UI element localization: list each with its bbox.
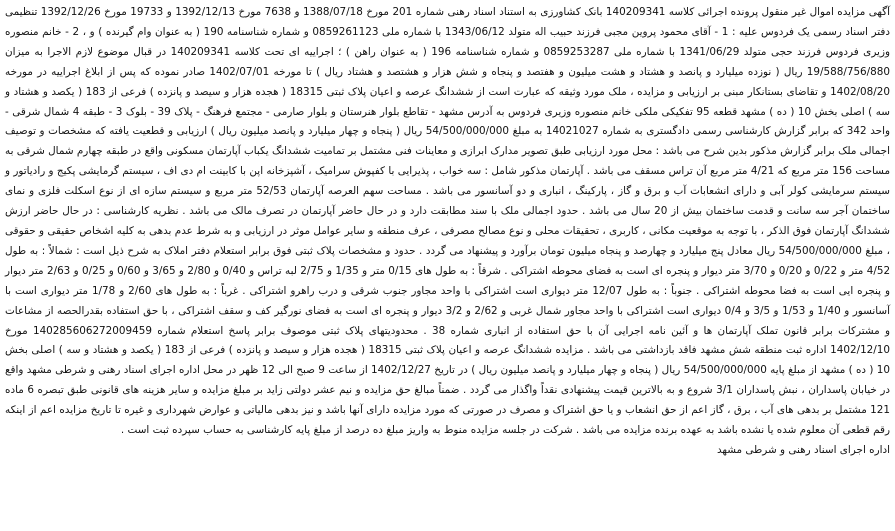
notice-signature: اداره اجرای اسناد رهنی و شرطی مشهد [716,443,890,456]
notice-body: آگهی مزایده اموال غیر منقول پرونده اجرائی کلاسه 140209341 بانک کشاورزی به استناد اسناد رهنی شماره 201 مورخ 1388/07/18 و 7638 مورخ 1392/12/13 و 19733 مورخ 1392/12/26 تنظیمی دفتر اسناد رسمی یک فردوس علیه : 1 - آقای محمود پروین مجبی فرزند حبیب اله متولد 1343/06/12 با شماره ملی 0859261123 و شماره شناسنامه 190 ( به عنوان وام گیرنده ) و ، 2 - خانم منصوره وزیری فردوس فرزند حجی متولد 1341/06/29 با شماره ملی 0859253287 و شماره شناسنامه 196 ( به عنوان راهن ) ؛ اجراییه ای تحت کلاسه 140209341 در قبال موضوع لازم الاجرا به میزان 19/588/756/880 ریال ( نوزده میلیارد و پانصد و هشتاد و هشت میلیون و هفتصد و پنجاه و شش هزار و هشتصد و هشتاد ریال ) تا مورخه 1402/07/01 صادر نموده که پس از ابلاغ اجراییه در مورخه 1402/08/20 و تقاضای بستانکار مبنی بر ارزیابی و مزایده ، ملک مورد وثیقه که عبارت است از ششدانگ عرصه و اعیان پلاک ثبتی 18315 ( هجده هزار و سیصد و پانزده ) فرعی از 183 ( یکصد و هشتاد و سه ) اصلی بخش 10 ( ده ) مشهد قطعه 95 تفکیکی ملکی خانم منصوره وزیری فردوس به آدرس مشهد - تقاطع بلوار هنرستان و بلوار صارمی - مجتمع فرهنگ - پلاک 39 - بلوک 3 - طبقه 4 شمال شرقی - واحد 342 که برابر گزارش کارشناسی رسمی دادگستری به شماره 14021027 به مبلغ 54/500/000/000 ریال ( پنجاه و چهار میلیارد و پانصد میلیون ریال ) ارزیابی و قطعیت یافته که مشخصات و توصیف اجمالی ملک برابر گزارش مذکور بدین شرح می باشد : محل مورد ارزیابی طبق تصویر مدارک ابرازی و معاینات فنی مشتمل بر تمامیت ششدانگ یکباب آپارتمان مسکونی واقع در طبقه چهارم شمال شرقی به مساحت 156 متر مربع که 4/21 متر مربع آن تراس مسقف می باشد . آپارتمان مذکور شامل : سه خواب ، پذیرایی با کفپوش سرامیک ، آشپزخانه اپن با کابینت ام دی اف ، سیستم گرمایشی پکیج و رادیاتور و سیستم سرمایشی کولر آبی و دارای انشعابات آب و برق و گاز ، پارکینگ ، انباری و دو آسانسور می باشد . مساحت سهم العرصه آپارتمان 52/53 متر مربع و سیستم سازه ای از نوع اسکلت فلزی و نمای ساختمان آجر سه سانت و قدمت ساختمان بیش از 20 سال می باشد . حدود اجمالی ملک با سند مطابقت دارد و در حال حاضر آپارتمان در تصرف مالک می باشد . نظریه کارشناسی : در حال حاضر ارزش ششدانگ آپارتمان فوق الذکر ، با توجه به موقعیت مکانی ، کاربری ، تحقیقات محلی و نوع مصالح مصرفی ، عرف منطقه و سایر عوامل موثر در ارزیابی و به شرط عدم بدهی به کلیه اشخاص حقیقی و حقوقی ، مبلغ 54/500/000/000 ریال معادل پنج میلیارد و چهارصد و پنجاه میلیون تومان برآورد و پیشنهاد می گردد . حدود و مشخصات پلاک ثبتی فوق برابر استعلام دفتر املاک به شرح ذیل است : شمالاً : به طول 4/52 متر و 0/22 و 0/20 و 3/70 متر دیوار و پنجره ای است به فضای محوطه اشتراکی . شرقاً : به طول های 0/15 متر و 1/35 و 2/75 لبه تراس و 0/40 و 2/80 و 3/65 و 0/60 و 0/25 و 2/63 متر دیوار و پنجره ایی است به فضا محوطه اشتراکی . جنوباً : به طول 12/07 متر دیواری است اشتراکی با واحد مجاور جنوب شرقی و درب راهرو اشتراکی . غرباً : به طول های 2/60 و 1/78 متر دیواری است با آسانسور و 1/40 و 1/53 و 3/5 و 0/4 دیواری است اشتراکی با واحد مجاور شمال غربی و 2/62 و 3/2 دیوار و پنجره ای است به فضای نورگیر کف و سقف اشتراکی ، با حق استفاده بقدرالحصه از مشاعات و مشترکات برابر قانون تملک آپارتمان ها و آئین نامه اجرایی آن با حق استفاده از انباری شماره 38 . محدودیتهای پلاک ثبتی موصوف برابر پاسخ استعلام شماره 140285606272009459 مورخ 1402/12/10 اداره ثبت منطقه شش مشهد فاقد بازداشتی می باشد . مزایده ششدانگ عرصه و اعیان پلاک ثبتی 18315 ( هجده هزار و سیصد و پانزده ) فرعی از 183 ( یکصد و هشتاد و سه ) اصلی بخش 10 ( ده ) مشهد از مبلغ پایه 54/500/000/000 ریال ( پنجاه و چهار میلیارد و پانصد میلیون ریال ) در تاریخ 1402/12/27 از ساعت 9 صبح الی 12 ظهر در محل اداره اجرای اسناد رهنی و شرطی مشهد واقع در خیابان پاسداران ، نبش پاسداران 3/1 شروع و به بالاترین قیمت پیشنهادی نقداً واگذار می گردد . ضمناً مبالغ حق مزایده و نیم عشر دولتی زاید بر مبلغ مزایده و سایر هزینه های قانونی طبق تبصره 6 ماده 121 مشتمل بر بدهی های آب ، برق ، گاز اعم از حق انشعاب و یا حق اشتراک و مصرف در صورتی که مورد مزایده دارای آنها باشد و نیز بدهی مالیاتی و عوارض شهرداری و غیره تا تاریخ مزایده اعم از اینکه رقم قطعی آن معلوم شده یا نشده باشد به عهده برنده مزایده می باشد . شرکت در جلسه مزایده منوط به واریز مبلغ ده درصد از مبلغ پایه کارشناسی به حساب سپرده ثبت است . [5,6,891,437]
